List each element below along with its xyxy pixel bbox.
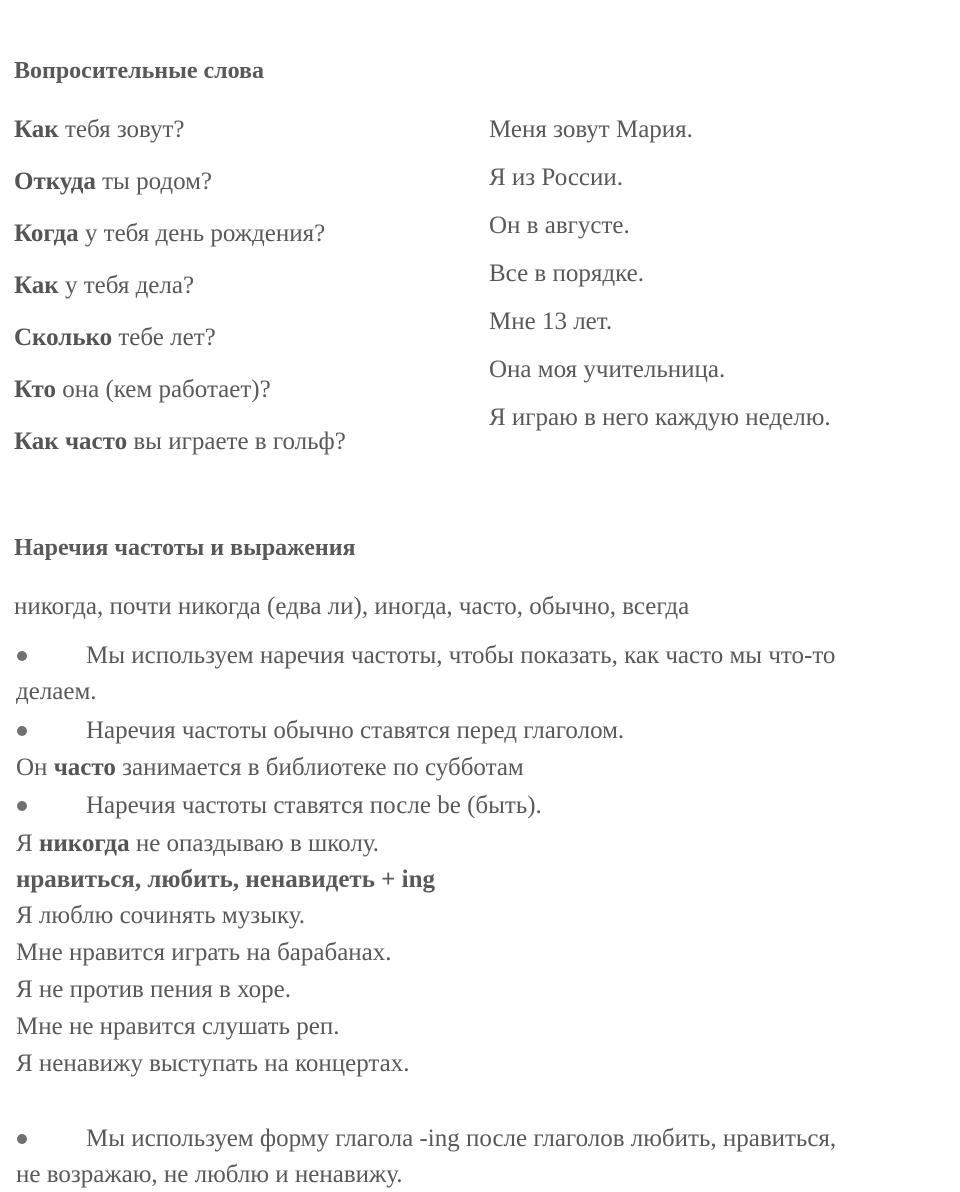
question-text: у тебя дела? (58, 272, 195, 299)
example-text: Он (16, 754, 54, 781)
question-word: Как часто (14, 428, 128, 455)
bullet-text-continuation: не возражаю, не люблю и ненавижу. (16, 1161, 403, 1188)
example-bold: часто (53, 754, 116, 781)
question-row (14, 218, 325, 250)
bullet-text: Мы используем наречия частоты, чтобы показать, как часто мы что-то (86, 642, 836, 669)
question-word: Как (14, 116, 59, 143)
bullet-text-continuation: делаем. (16, 678, 97, 705)
answer-row: Все в порядке. (489, 260, 644, 287)
answer-row: Я из России. (489, 164, 624, 191)
example-bold: никогда (38, 830, 130, 857)
bullet-icon (17, 801, 27, 811)
question-text: тебя зовут? (58, 116, 185, 143)
example-line: Я ненавижу выступать на концертах. (16, 1050, 410, 1077)
bullet-icon (17, 726, 27, 736)
question-word: Как (14, 272, 59, 299)
example-text: занимается в библиотеке по субботам (115, 754, 524, 781)
adverbs-list: никогда, почти никогда (едва ли), иногда, часто, обычно, всегда (14, 593, 690, 620)
example-text: Я (16, 830, 39, 857)
answer-row: Мне 13 лет. (489, 308, 613, 335)
question-text: у тебя день рождения? (78, 220, 326, 247)
question-text: она (кем работает)? (55, 376, 271, 403)
bullet-text: Мы используем форму глагола -ing после глаголов любить, нравиться, (86, 1125, 837, 1152)
example-line: Мне нравится играть на барабанах. (16, 939, 392, 966)
bullet-text: Наречия частоты обычно ставятся перед глаголом. (86, 717, 625, 744)
question-text: тебе лет? (112, 324, 216, 351)
answer-row: Она моя учительница. (489, 356, 726, 383)
example-line: Я не против пения в хоре. (16, 976, 291, 1003)
question-word: Сколько (14, 324, 113, 351)
answer-row: Меня зовут Мария. (489, 116, 693, 143)
question-row (14, 426, 346, 458)
question-row (14, 166, 212, 198)
question-text: вы играете в гольф? (127, 428, 346, 455)
question-word: Откуда (14, 168, 96, 195)
answer-row: Я играю в него каждую неделю. (489, 404, 831, 431)
example-sentence (16, 752, 524, 784)
question-row (14, 322, 216, 354)
bullet-icon (17, 1134, 27, 1144)
question-row (14, 374, 271, 406)
bullet-icon (17, 651, 27, 661)
section-title-question-words: Вопросительные слова (14, 58, 264, 84)
example-line: Мне не нравится слушать реп. (16, 1013, 340, 1040)
example-line: Я люблю сочинять музыку. (16, 902, 305, 929)
bullet-text: Наречия частоты ставятся после be (быть). (86, 792, 542, 819)
verbs-heading: нравиться, любить, ненавидеть + ing (16, 866, 436, 893)
question-text: ты родом? (95, 168, 213, 195)
question-row (14, 270, 194, 302)
example-sentence (16, 828, 379, 860)
question-row (14, 114, 185, 146)
example-text: не опаздываю в школу. (129, 830, 380, 857)
question-word: Кто (14, 376, 56, 403)
section-title-frequency-adverbs: Наречия частоты и выражения (14, 535, 356, 561)
answer-row: Он в августе. (489, 212, 630, 239)
question-word: Когда (14, 220, 79, 247)
